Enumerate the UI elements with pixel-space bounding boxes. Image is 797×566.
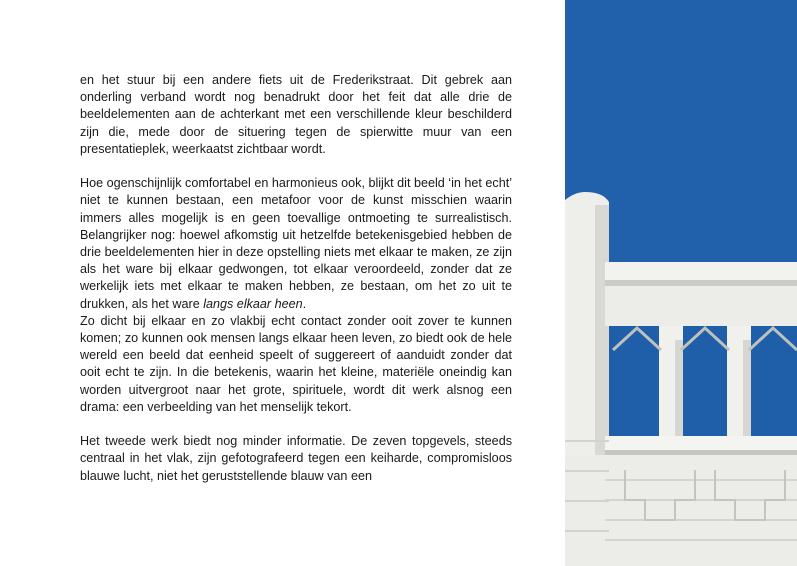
body-text-column <box>80 72 512 485</box>
gable-photo-illustration <box>565 0 797 566</box>
paragraph-spacer <box>80 158 512 175</box>
paragraph-4: Het tweede werk biedt nog minder informatie. De zeven topgevels, steeds centraal in het vlak, zijn gefotografeerd tegen een keiharde, compromisloos blauwe lucht, niet het geruststellende blauw van een <box>80 434 512 483</box>
paragraph-3: Zo dicht bij elkaar en zo vlakbij echt contact zonder ooit zover te kunnen komen; zo kunnen ook mensen langs elkaar heen leven, zo biedt ook de hele wereld een beeld dat eenheid speelt of suggereert of aanduidt zonder dat ooit echt te zijn. In die betekenis, waarin het kleine, materiële oneindig kan worden uitvergroot naar het grote, spirituele, wordt dit werk alsnog een drama: een verbeelding van het menselijk tekort. <box>80 313 512 414</box>
gable-photo <box>565 0 797 566</box>
paragraph-2-end: . <box>302 296 307 311</box>
column-shadow <box>675 340 683 438</box>
arch-opening-3 <box>751 330 795 436</box>
lower-ledge-shadow <box>605 450 797 455</box>
column-shadow <box>743 340 751 438</box>
brick-course <box>565 530 609 532</box>
lower-ledge <box>605 436 797 450</box>
paragraph-2-text: Hoe ogenschijnlijk comfortabel en harmonieus ook, blijkt dit beeld ‘in het echt’ niet te kunnen bestaan, een metafoor voor de kunst misschien waarin immers alles mogelijk is en geen toevallige ontmoeting te surrealistisch. Belangrijker nog: hoewel afkomstig uit hetzelfde betekenisgebied hebben de drie beeldelementen hier in deze opstelling niets met elkaar te maken, ze zijn als het ware bij elkaar gedwongen, tot elkaar veroordeeld, zonder dat ze werkelijk iets met elkaar te maken hebben, ze bestaan, om het zo uit te drukken, als het ware <box>80 176 512 311</box>
arch-opening-2 <box>683 330 727 436</box>
paragraph-2-emphasis: langs elkaar heen <box>203 296 303 311</box>
brick-course <box>565 470 609 472</box>
arch-opening-1 <box>615 330 659 436</box>
brick-course <box>565 500 609 502</box>
paragraph-1: en het stuur bij een andere fiets uit de Frederikstraat. Dit gebrek aan onderling verband wordt nog benadrukt door het feit dat alle drie de beeldelementen aan de achterkant met een verschillende kleur beschilderd zijn die, mede door de situering tegen de spierwitte muur van een presentatieplek, weerkaatst zichtbaar wordt. <box>80 73 512 156</box>
paragraph-2 <box>80 175 512 313</box>
paragraph-spacer <box>80 416 512 433</box>
brick-course <box>565 440 609 442</box>
wall-upper <box>605 286 797 326</box>
ledge-shadow <box>605 280 797 286</box>
